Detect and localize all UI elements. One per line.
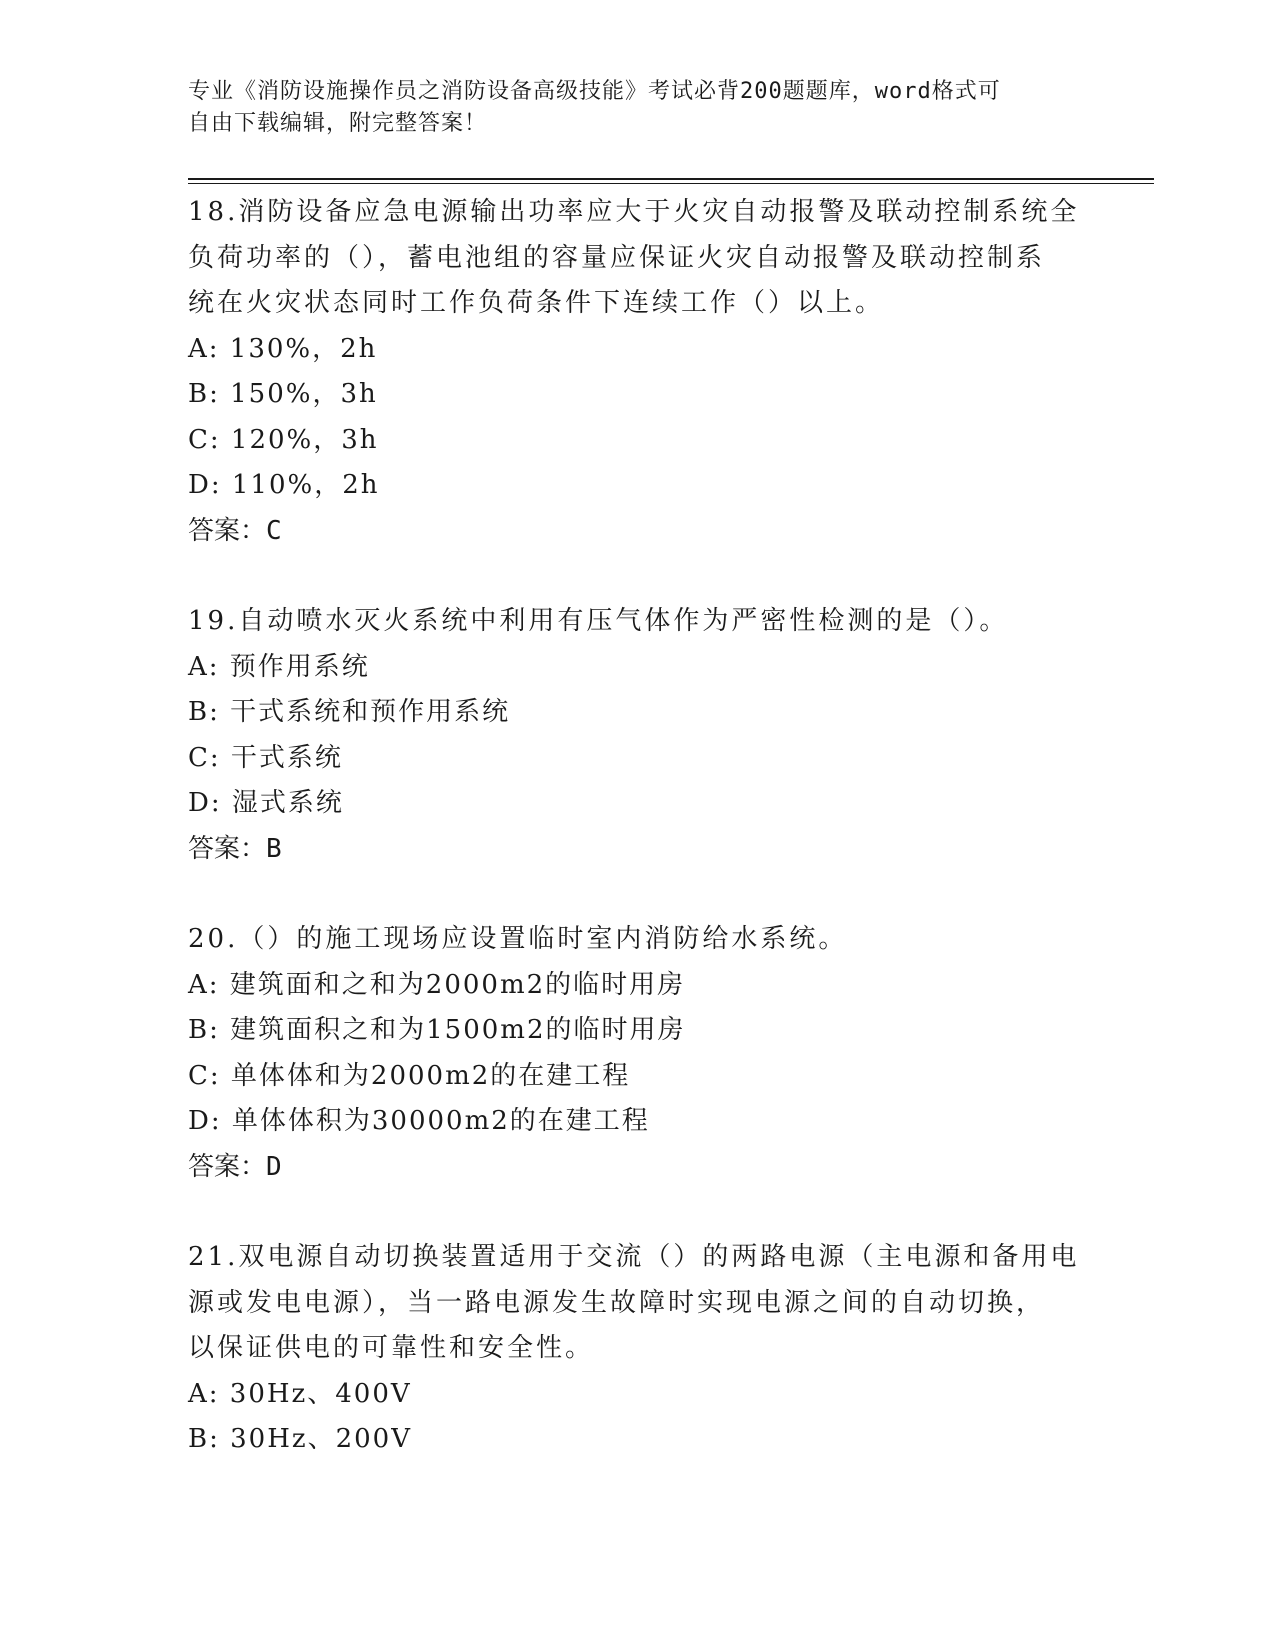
option-a: A: 30Hz、400V (188, 1378, 412, 1409)
answer: 答案：D (188, 1151, 282, 1182)
option-a: A: 130%，2h (188, 333, 378, 364)
question-text-line: 以保证供电的可靠性和安全性。 (188, 1333, 595, 1363)
question-text-line: 源或发电电源），当一路电源发生故障时实现电源之间的自动切换， (188, 1287, 1046, 1318)
header-line-2: 自由下载编辑，附完整答案！ (188, 111, 488, 136)
question-text-line: 统在火灾状态同时工作负荷条件下连续工作（）以上。 (188, 288, 885, 318)
option-a: A: 预作用系统 (188, 651, 370, 682)
option-a: A: 建筑面和之和为2000m2的临时用房 (188, 969, 686, 1000)
header-divider-thin (188, 183, 1154, 184)
answer: 答案：B (188, 833, 282, 864)
question-text-line: 19.自动喷水灭火系统中利用有压气体作为严密性检测的是（）。 (188, 606, 1009, 636)
question-spacer (188, 1190, 1088, 1235)
option-d: D: 单体体积为30000m2的在建工程 (188, 1106, 650, 1136)
question-spacer (188, 554, 1088, 599)
header-divider-thick (188, 178, 1154, 180)
option-c: C: 单体体和为2000m2的在建工程 (188, 1060, 631, 1091)
question-20 (188, 917, 1088, 1190)
option-c: C: 干式系统 (188, 742, 343, 773)
option-b: B: 干式系统和预作用系统 (188, 697, 511, 727)
answer: 答案：C (188, 515, 282, 546)
question-text-line: 18.消防设备应急电源输出功率应大于火灾自动报警及联动控制系统全 (188, 197, 1080, 227)
option-b: B: 150%，3h (188, 379, 378, 409)
option-b: B: 30Hz、200V (188, 1424, 412, 1454)
question-21 (188, 1235, 1088, 1463)
question-text-line: 负荷功率的（），蓄电池组的容量应保证火灾自动报警及联动控制系 (188, 242, 1046, 273)
question-list (188, 190, 1088, 1463)
question-spacer (188, 872, 1088, 917)
question-text-line: 20.（）的施工现场应设置临时室内消防给水系统。 (188, 924, 848, 954)
header-line-1: 专业《消防设施操作员之消防设备高级技能》考试必背200题题库，word格式可 (188, 79, 1001, 104)
question-text-line: 21.双电源自动切换装置适用于交流（）的两路电源（主电源和备用电 (188, 1242, 1080, 1272)
option-d: D: 110%，2h (188, 470, 380, 500)
question-19 (188, 599, 1088, 872)
question-18 (188, 190, 1088, 554)
option-d: D: 湿式系统 (188, 788, 344, 818)
option-b: B: 建筑面积之和为1500m2的临时用房 (188, 1015, 686, 1045)
option-c: C: 120%，3h (188, 424, 379, 455)
document-header (188, 76, 1068, 140)
